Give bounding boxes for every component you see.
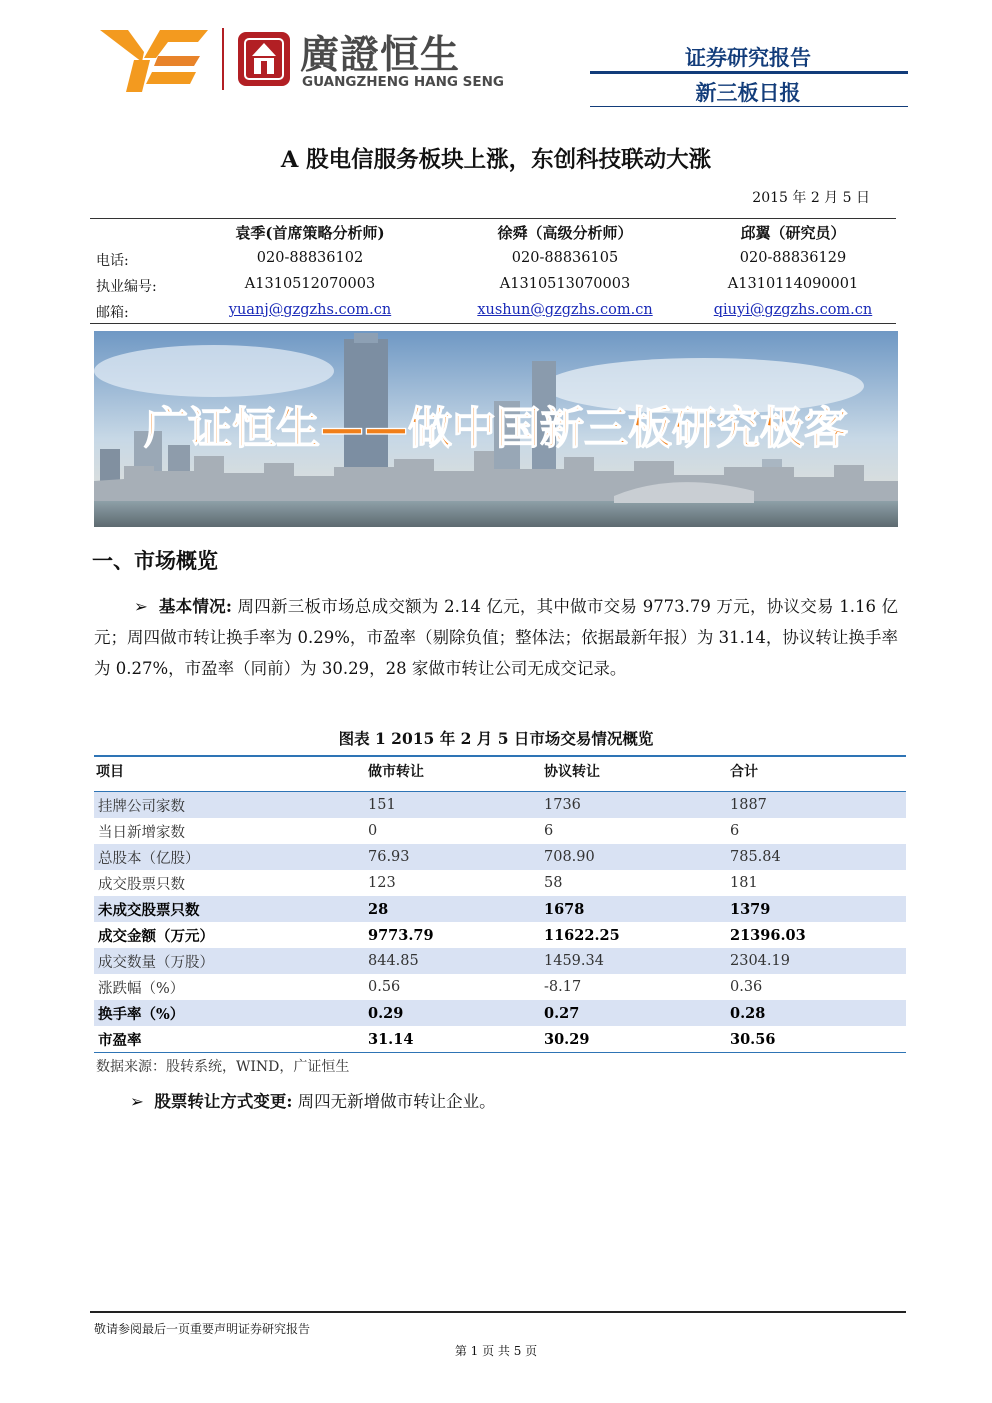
analyst-name: 袁季(首席策略分析师)	[235, 224, 385, 242]
market-table	[94, 755, 906, 1053]
table-row	[94, 870, 906, 896]
table-cell: 1887	[728, 792, 906, 819]
table-cell: 1379	[728, 896, 906, 922]
analyst-license: A1310114090001	[727, 276, 859, 292]
table-cell: 换手率（%）	[94, 1000, 366, 1026]
table-cell: 成交股票只数	[98, 876, 185, 893]
table-row	[94, 844, 906, 870]
analyst-name: 徐舜（高级分析师）	[497, 224, 633, 242]
table-cell: 76.93	[366, 844, 542, 870]
table-row	[94, 1026, 906, 1053]
table-title: 图表 1 2015 年 2 月 5 日市场交易情况概览	[338, 729, 654, 748]
analyst-license: A1310512070003	[244, 276, 376, 292]
logo-divider	[222, 28, 224, 90]
table-cell: 11622.25	[544, 926, 620, 944]
table-cell: 成交数量（万股）	[94, 948, 366, 974]
table-cell: 成交金额（万元）	[98, 927, 214, 945]
column-header: 协议转让	[542, 756, 728, 792]
report-series: 新三板日报	[695, 81, 801, 105]
table-cell: 785.84	[728, 844, 906, 870]
table-cell: 6	[544, 823, 554, 839]
basic-info-text: 周四新三板市场总成交额为 2.14 亿元，其中做市交易 9773.79 万元，协议交易 1.16 亿元；周四做市转让换手率为 0.29%，市盈率（剔除负值；整体法；依据最新年报）为 31.14，协议转让换手率为 0.27%，市盈率（同前）为 30.29，28 家做市转让公司无成交记录。	[94, 597, 898, 678]
table-header-row	[94, 756, 906, 792]
table-row	[94, 896, 906, 922]
table-row	[94, 922, 906, 948]
table-cell: 挂牌公司家数	[94, 792, 366, 819]
table-row	[94, 1000, 906, 1026]
table-cell: 708.90	[542, 844, 728, 870]
table-cell: 6	[730, 823, 740, 839]
table-cell: 9773.79	[368, 926, 434, 944]
footer-disclaimer: 敬请参阅最后一页重要声明证券研究报告	[94, 1322, 311, 1336]
table-cell: 当日新增家数	[98, 824, 185, 841]
table-cell: 1459.34	[542, 948, 728, 974]
transfer-change-text: 周四无新增做市转让企业。	[292, 1092, 496, 1111]
table-cell: 21396.03	[730, 926, 806, 944]
seal-logo-icon	[236, 30, 292, 88]
license-label: 执业编号:	[96, 279, 157, 295]
table-cell: 30.29	[542, 1026, 728, 1053]
banner-image	[94, 331, 898, 527]
analyst-phone: 020-88836102	[256, 250, 364, 266]
table-cell: 151	[366, 792, 542, 819]
table-cell: 58	[544, 875, 563, 891]
table-cell: 1678	[542, 896, 728, 922]
table-cell: 0.28	[728, 1000, 906, 1026]
table-cell: 2304.19	[728, 948, 906, 974]
table-cell: 31.14	[366, 1026, 542, 1053]
table-cell: 0.29	[366, 1000, 542, 1026]
table-cell: -8.17	[544, 979, 582, 995]
table-row	[94, 948, 906, 974]
arrow-bullet-icon: ➢	[130, 1092, 144, 1111]
brand-name-cn: 廣證恒生	[300, 33, 461, 78]
analyst-email-link[interactable]: qiuyi@gzgzhs.com.cn	[713, 302, 873, 318]
phone-label: 电话:	[96, 253, 129, 269]
data-source: 数据来源：股转系统，WIND，广证恒生	[96, 1059, 350, 1075]
table-cell: 总股本（亿股）	[94, 844, 366, 870]
table-cell: 28	[366, 896, 542, 922]
footer-rule	[90, 1311, 906, 1313]
section-heading: 一、市场概览	[92, 549, 218, 573]
table-cell: 123	[368, 875, 396, 891]
basic-info-paragraph	[94, 591, 898, 684]
table-cell: 181	[730, 875, 758, 891]
column-header: 项目	[94, 756, 366, 792]
table-cell: 1736	[542, 792, 728, 819]
analyst-phone: 020-88836105	[511, 250, 619, 266]
table-cell: 0.56	[368, 979, 401, 995]
header-rule	[590, 71, 908, 74]
analyst-email-link[interactable]: xushun@gzgzhs.com.cn	[477, 302, 653, 318]
column-header: 合计	[728, 756, 906, 792]
table-row	[94, 974, 906, 1000]
analyst-rule-bottom	[90, 323, 896, 324]
table-cell: 涨跌幅（%）	[98, 980, 185, 997]
analyst-rule-top	[90, 218, 896, 219]
basic-info-label: 基本情况:	[158, 597, 232, 616]
table-cell: 市盈率	[94, 1026, 366, 1053]
email-label: 邮箱:	[96, 305, 129, 321]
banner-slogan: 广证恒生——做中国新三板研究极客	[144, 403, 848, 454]
table-cell: 30.56	[728, 1026, 906, 1053]
transfer-change-label: 股票转让方式变更:	[154, 1092, 293, 1111]
analyst-email-link[interactable]: yuanj@gzgzhs.com.cn	[228, 302, 392, 318]
table-cell: 844.85	[366, 948, 542, 974]
column-header: 做市转让	[366, 756, 542, 792]
analyst-phone: 020-88836129	[739, 250, 847, 266]
table-row	[94, 818, 906, 844]
analyst-license: A1310513070003	[499, 276, 631, 292]
table-cell: 0.27	[542, 1000, 728, 1026]
report-title: A 股电信服务板块上涨，东创科技联动大涨	[280, 147, 712, 173]
transfer-change-paragraph	[130, 1088, 496, 1112]
table-cell: 0.36	[730, 979, 763, 995]
report-date: 2015 年 2 月 5 日	[752, 190, 870, 206]
analyst-name: 邱翼（研究员）	[740, 224, 846, 242]
page-number: 第 1 页 共 5 页	[454, 1344, 538, 1358]
table-row	[94, 792, 906, 819]
table-cell: 未成交股票只数	[94, 896, 366, 922]
city-skyline-image	[94, 331, 898, 527]
brand-name-en: GUANGZHENG HANG SENG	[302, 74, 504, 90]
arrow-bullet-icon: ➢	[134, 597, 148, 616]
report-type: 证券研究报告	[685, 46, 811, 70]
ye-logo-icon	[98, 26, 210, 96]
header-rule-thin	[590, 106, 908, 107]
table-cell: 0	[368, 823, 378, 839]
